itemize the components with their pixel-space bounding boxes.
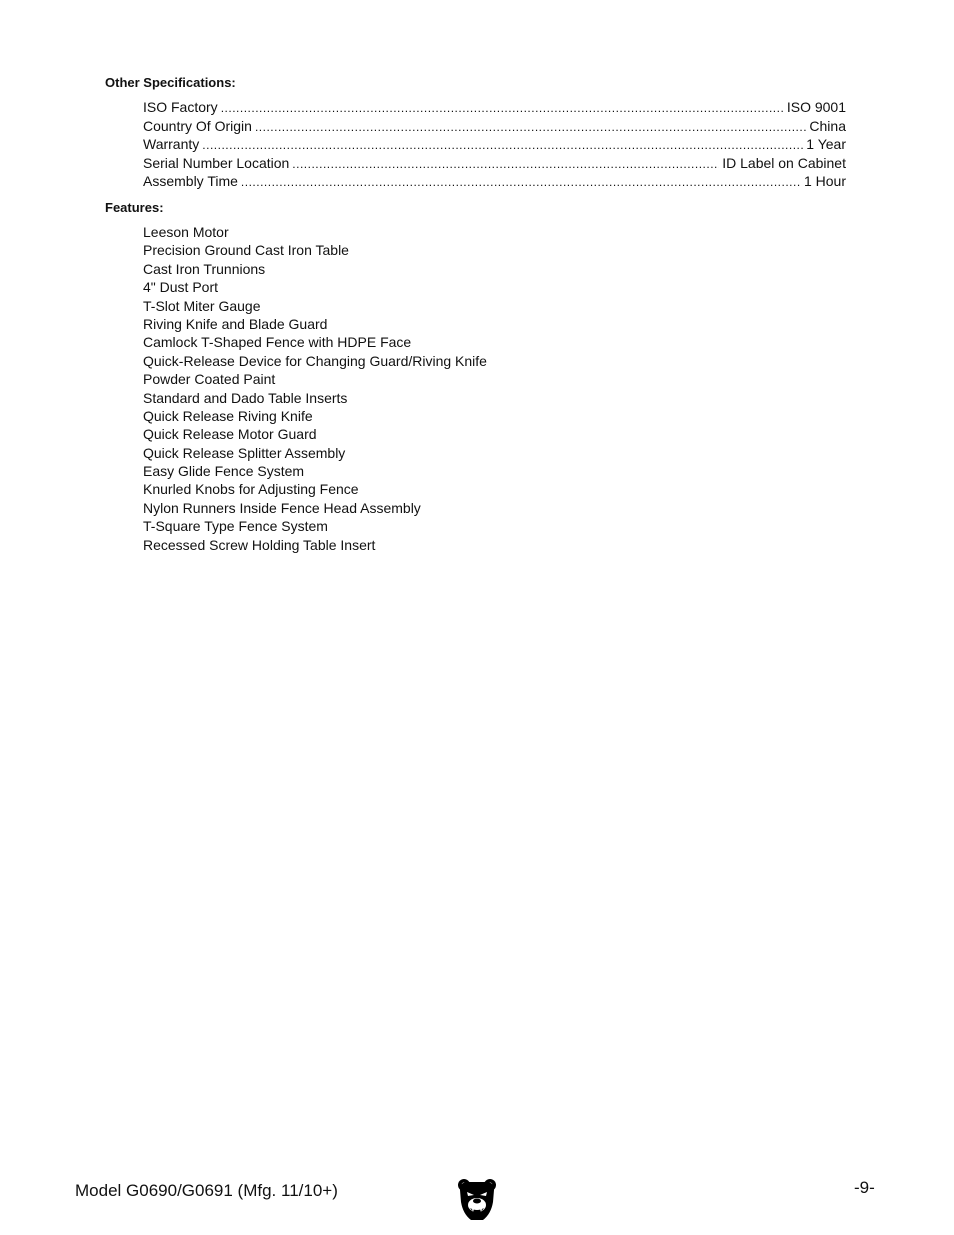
feature-item: Standard and Dado Table Inserts: [143, 389, 348, 406]
spec-value: China: [809, 117, 846, 134]
features-list: [143, 223, 487, 554]
dot-leader: [202, 136, 803, 154]
spec-row-iso-factory: [143, 98, 846, 117]
feature-item: Quick Release Motor Guard: [143, 426, 317, 443]
dot-leader: [292, 155, 719, 173]
other-specifications-list: [143, 98, 846, 191]
spec-value: 1 Hour: [803, 173, 846, 189]
footer-model-text: Model G0690/G0691 (Mfg. 11/10+): [75, 1181, 338, 1200]
spec-row-serial-number-location: [143, 154, 846, 173]
feature-item: T-Slot Miter Gauge: [143, 297, 261, 314]
spec-label: Serial Number Location: [143, 154, 290, 171]
feature-item: Riving Knife and Blade Guard: [143, 315, 328, 332]
spec-row-country-of-origin: [143, 117, 846, 136]
feature-item: 4" Dust Port: [143, 279, 218, 296]
spec-label: Assembly Time: [143, 173, 238, 189]
feature-item: Powder Coated Paint: [143, 371, 276, 388]
feature-item: Cast Iron Trunnions: [143, 260, 266, 277]
dot-leader: [221, 99, 784, 117]
feature-item: Camlock T-Shaped Fence with HDPE Face: [143, 334, 412, 351]
feature-item: Precision Ground Cast Iron Table: [143, 242, 349, 259]
spec-row-warranty: [143, 135, 846, 154]
feature-item: Quick Release Splitter Assembly: [143, 444, 346, 461]
feature-item: Recessed Screw Holding Table Insert: [143, 536, 376, 553]
page-number: -9-: [854, 1178, 875, 1197]
feature-item: T-Square Type Fence System: [143, 518, 328, 535]
feature-item: Nylon Runners Inside Fence Head Assembly: [143, 499, 421, 516]
spec-label: ISO Factory: [143, 99, 218, 115]
spec-value: ISO 9001: [786, 99, 846, 115]
spec-row-assembly-time: [143, 172, 846, 191]
spec-value: 1 Year: [806, 136, 846, 152]
bear-head-logo-icon: [457, 1178, 497, 1222]
spec-label: Country Of Origin: [143, 117, 252, 134]
spec-value: ID Label on Cabinet: [722, 154, 846, 171]
feature-item: Easy Glide Fence System: [143, 463, 305, 480]
dot-leader: [255, 118, 806, 136]
other-specifications-heading: Other Specifications:: [105, 75, 236, 90]
features-heading: Features:: [105, 200, 164, 215]
feature-item: Knurled Knobs for Adjusting Fence: [143, 481, 359, 498]
dot-leader: [241, 173, 801, 191]
feature-item: Quick Release Riving Knife: [143, 407, 313, 424]
feature-item: Quick-Release Device for Changing Guard/Riving Knife: [143, 352, 487, 369]
spec-label: Warranty: [143, 136, 200, 152]
feature-item: Leeson Motor: [143, 224, 229, 240]
